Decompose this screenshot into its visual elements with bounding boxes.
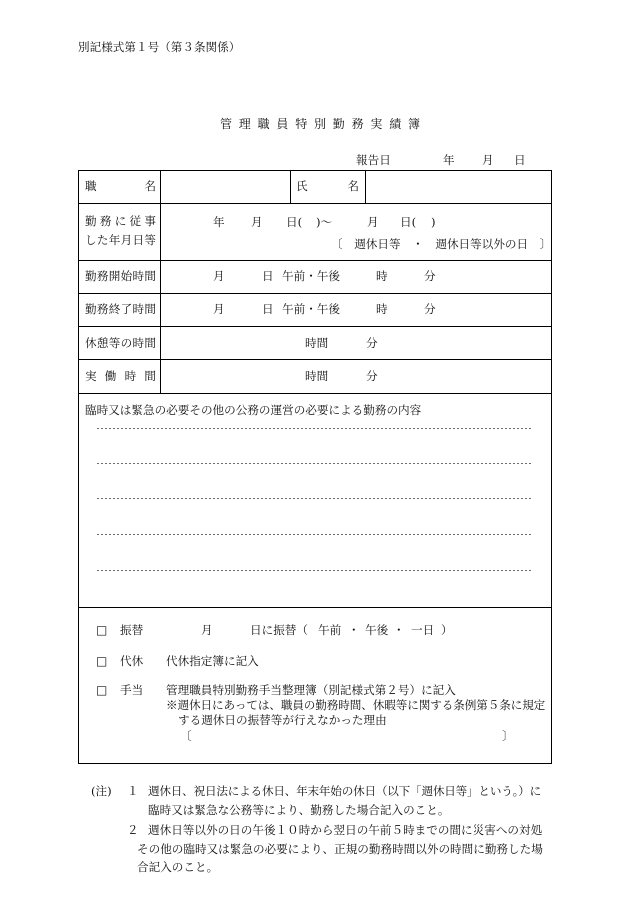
- report-date-year: 年: [443, 153, 455, 167]
- notes-heading: (注): [91, 784, 112, 798]
- end-minute: 分: [424, 302, 436, 316]
- position-label: 職名: [85, 179, 156, 193]
- position-field: [161, 171, 290, 203]
- end-time-label: 勤務終了時間: [85, 302, 156, 316]
- form-reference: 別記様式第１号（第３条関係）: [78, 40, 241, 54]
- row-divider: [78, 260, 552, 261]
- substitute-pm: 午後: [365, 623, 389, 637]
- allowance-remark-line1: ※週休日にあっては、職員の勤務時間、休暇等に関する条例第５条に規定: [166, 698, 546, 712]
- name-field: [366, 171, 550, 203]
- duty-to-close: ): [431, 215, 436, 229]
- note-line: 合記入のこと。: [137, 860, 219, 874]
- report-date-month: 月: [482, 153, 494, 167]
- row-divider: [78, 359, 552, 360]
- start-am-pm: 午前・午後: [282, 269, 340, 283]
- note-line: 週休日、祝日法による休日、年末年始の休日（以下「週休日等」という。）に: [148, 784, 541, 798]
- note-number: ２: [127, 823, 139, 837]
- duty-from-day: 日(: [286, 215, 303, 229]
- note-number: １: [127, 784, 139, 798]
- note-line: 週休日等以外の日の午後１０時から翌日の午前５時までの間に災害への対処: [148, 823, 543, 837]
- break-minutes: 分: [366, 336, 378, 350]
- duty-to-month: 月: [367, 215, 379, 229]
- substitute-am: 午前: [318, 623, 342, 637]
- allowance-label: 手当: [120, 683, 144, 697]
- dotted-writing-line: [97, 463, 532, 464]
- actual-work-minutes: 分: [366, 369, 378, 383]
- allowance-text: 管理職員特別勤務手当整理簿（別記様式第２号）に記入: [166, 683, 456, 697]
- substitute-month: 月: [201, 623, 213, 637]
- row-divider: [78, 326, 552, 327]
- duty-date-label-line1: 勤務に従事: [85, 214, 156, 228]
- dotted-writing-line: [97, 428, 532, 429]
- end-month: 月: [213, 302, 225, 316]
- row-divider: [78, 607, 552, 608]
- actual-work-hours: 時間: [305, 369, 329, 383]
- report-date-day: 日: [514, 153, 526, 167]
- substitute-full-day: 一日: [411, 623, 435, 637]
- duty-day-type: 〔 週休日等 ・ 週休日等以外の日 〕: [331, 237, 552, 251]
- duty-content-label: 臨時又は緊急の必要その他の公務の運営の必要による勤務の内容: [85, 403, 422, 417]
- duty-date-label-line2: した年月日等: [85, 233, 156, 247]
- row-divider: [78, 393, 552, 394]
- actual-work-time-label: 実働時間: [85, 369, 156, 383]
- substitute-separator: ・: [348, 623, 360, 637]
- end-hour: 時: [376, 302, 388, 316]
- dotted-writing-line: [97, 570, 532, 571]
- label-column-divider: [160, 170, 161, 393]
- substitute-separator: ・: [393, 623, 405, 637]
- start-minute: 分: [424, 269, 436, 283]
- compensatory-leave-label: 代休: [120, 654, 144, 668]
- substitute-day-text: 日に振替（: [250, 623, 308, 637]
- note-line: 臨時又は緊急な公務等により、勤務した場合記入のこと。: [148, 803, 450, 817]
- duty-from-year: 年: [213, 215, 225, 229]
- allowance-checkbox[interactable]: □: [96, 683, 108, 697]
- allowance-remark-line2: する週休日の振替等が行えなかった理由: [178, 713, 387, 727]
- substitute-checkbox[interactable]: □: [96, 623, 108, 637]
- duty-range-separator: )〜: [316, 215, 333, 229]
- end-day: 日: [262, 302, 274, 316]
- start-hour: 時: [376, 269, 388, 283]
- row-divider: [78, 293, 552, 294]
- duty-to-day: 日(: [400, 215, 417, 229]
- start-time-label: 勤務開始時間: [85, 269, 156, 283]
- page-title: 管理職員特別勤務実績簿: [220, 117, 427, 131]
- reason-bracket-open: 〔: [180, 729, 192, 743]
- break-time-label: 休憩等の時間: [85, 336, 156, 350]
- column-divider: [290, 170, 291, 203]
- row-divider: [78, 203, 552, 204]
- substitute-label: 振替: [120, 623, 144, 637]
- note-line: その他の臨時又は緊急の必要により、正規の勤務時間以外の時間に勤務した場: [137, 842, 543, 856]
- name-label: 氏名: [296, 179, 359, 193]
- report-date-label: 報告日: [356, 153, 391, 167]
- compensatory-leave-checkbox[interactable]: □: [96, 654, 108, 668]
- reason-bracket-close: 〕: [502, 729, 514, 743]
- break-hours: 時間: [305, 336, 329, 350]
- start-month: 月: [213, 269, 225, 283]
- end-am-pm: 午前・午後: [282, 302, 340, 316]
- compensatory-leave-text: 代休指定簿に記入: [166, 654, 259, 668]
- dotted-writing-line: [97, 534, 532, 535]
- duty-from-month: 月: [251, 215, 263, 229]
- start-day: 日: [262, 269, 274, 283]
- substitute-close: ）: [441, 623, 453, 637]
- dotted-writing-line: [97, 498, 532, 499]
